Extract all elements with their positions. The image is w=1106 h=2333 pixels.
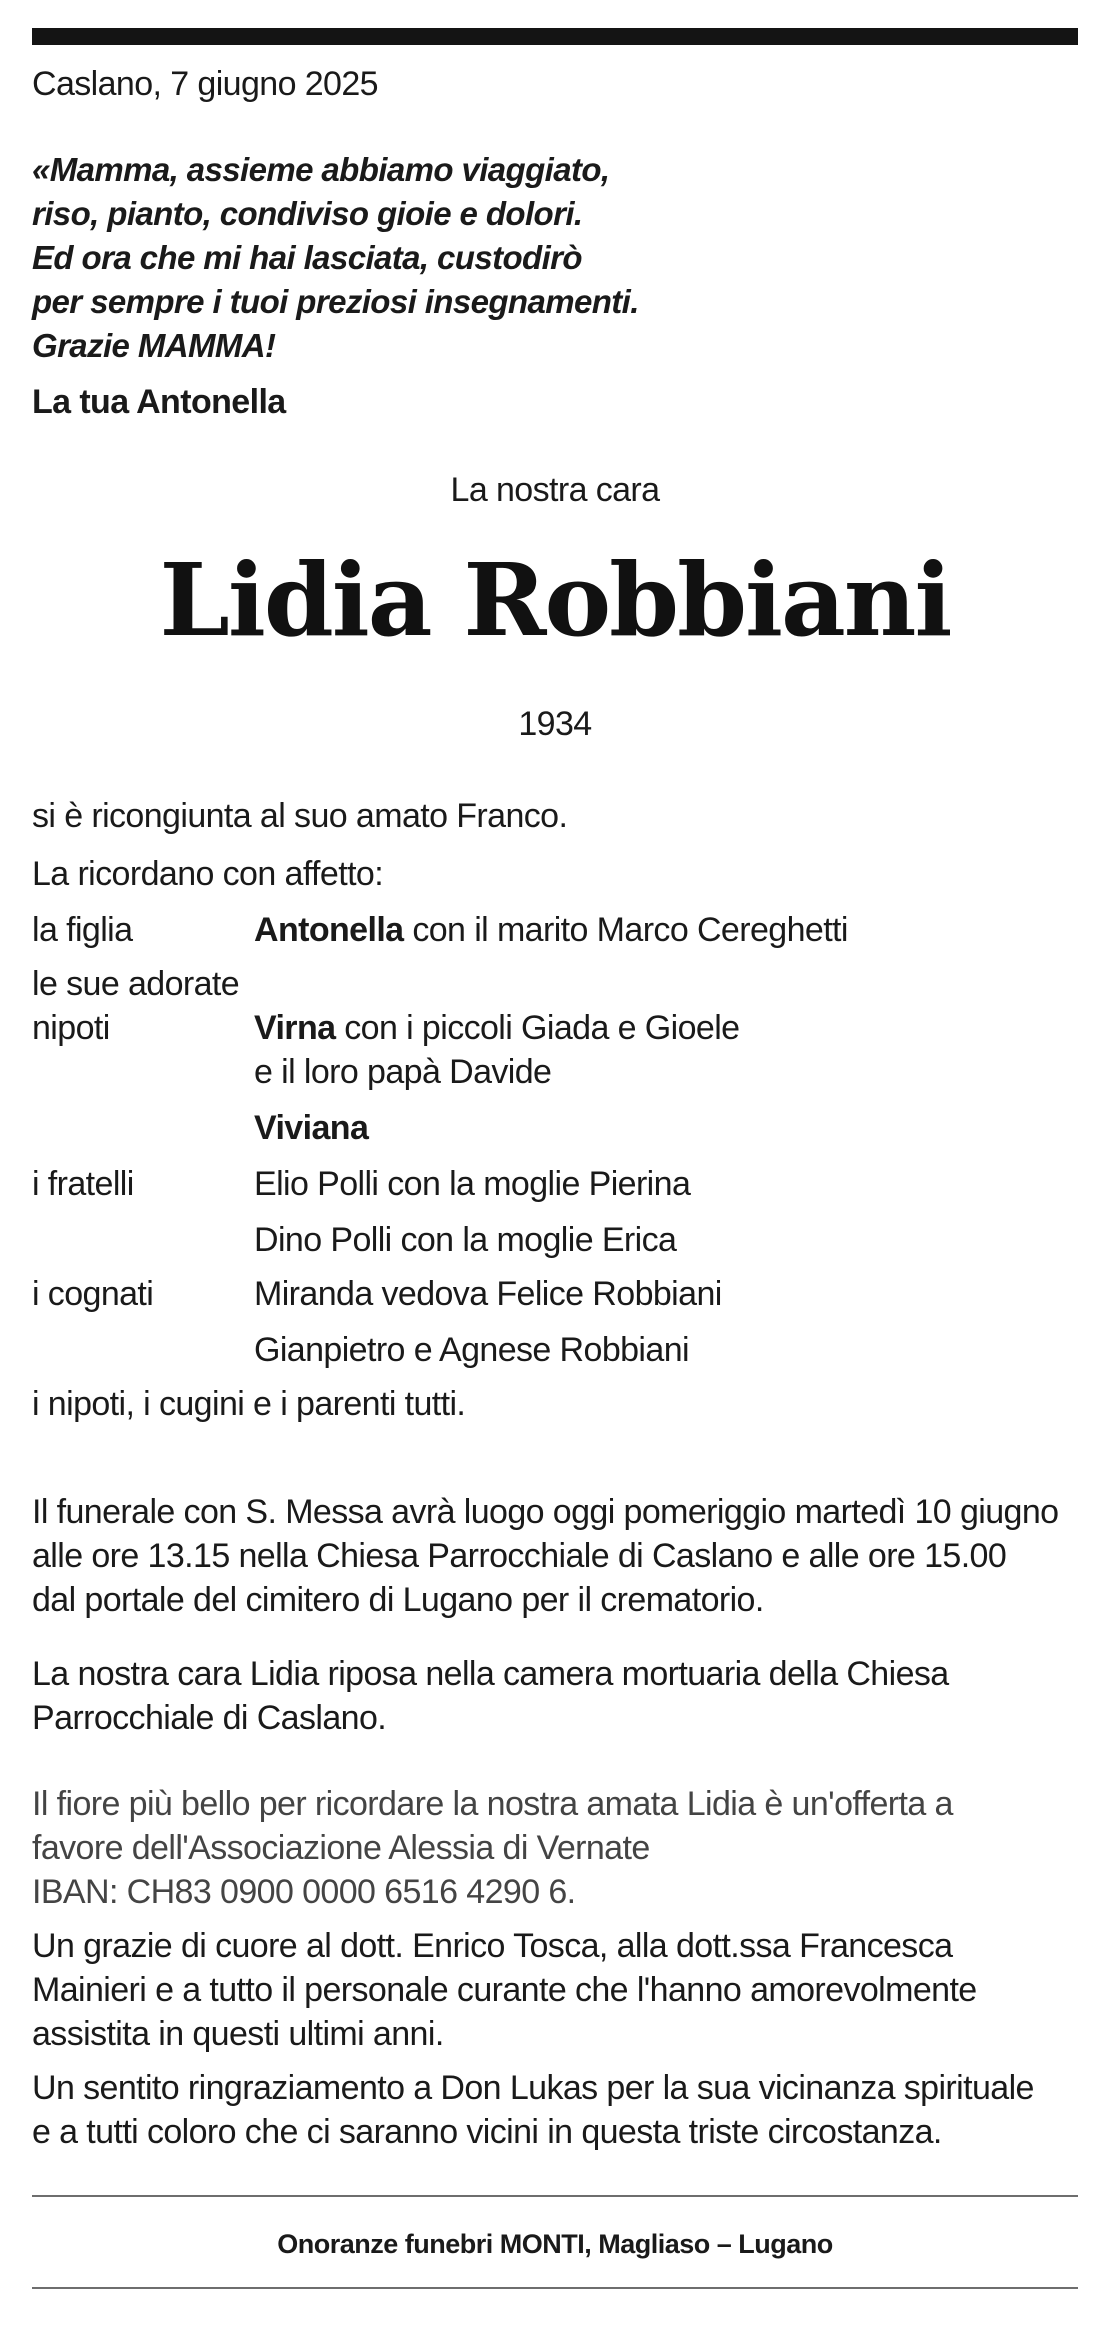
relative-detail: e il loro papà Davide <box>254 1053 552 1091</box>
dateline: Caslano, 7 giugno 2025 <box>32 65 378 103</box>
quote-line: riso, pianto, condiviso gioie e dolori. <box>32 195 583 232</box>
quote-signature: La tua Antonella <box>32 383 286 421</box>
relative-name: Viviana <box>254 1109 369 1147</box>
relative-name: Virna <box>254 1009 336 1047</box>
rest-line: Parrocchiale di Caslano. <box>32 1699 387 1737</box>
donation-line: IBAN: CH83 0900 0000 6516 4290 6. <box>32 1873 576 1911</box>
reunited-line: si è ricongiunta al suo amato Franco. <box>32 797 568 835</box>
footer-divider-bottom <box>32 2287 1078 2289</box>
rest-paragraph <box>32 1652 949 1740</box>
thanks-doctors-line: assistita in questi ultimi anni. <box>32 2015 444 2053</box>
quote-line: Ed ora che mi hai lasciata, custodirò <box>32 239 582 276</box>
quote-line: per sempre i tuoi preziosi insegnamenti. <box>32 283 639 320</box>
relative-detail: con i piccoli Giada e Gioele <box>335 1009 740 1047</box>
closing-relatives: i nipoti, i cugini e i parenti tutti. <box>32 1385 466 1423</box>
donation-line: favore dell'Associazione Alessia di Vernate <box>32 1829 650 1867</box>
thanks-doctors-paragraph <box>32 1924 977 2056</box>
relative-detail: con il marito Marco Cereghetti <box>403 911 848 949</box>
thanks-doctors-line: Mainieri e a tutto il personale curante che l'hanno amorevolmente <box>32 1971 977 2009</box>
deceased-name: Lidia Robbiani <box>159 541 951 659</box>
thanks-priest-line: Un sentito ringraziamento a Don Lukas per la sua vicinanza spirituale <box>32 2069 1034 2107</box>
funeral-line: Il funerale con S. Messa avrà luogo oggi pomeriggio martedì 10 giugno <box>32 1493 1059 1531</box>
relative-label: nipoti <box>32 1009 110 1047</box>
top-rule <box>32 28 1078 45</box>
relative-detail: Miranda vedova Felice Robbiani <box>254 1275 722 1313</box>
footer-divider-top <box>32 2195 1078 2197</box>
relative-label: i cognati <box>32 1275 154 1313</box>
thanks-priest-paragraph <box>32 2066 1034 2154</box>
rest-line: La nostra cara Lidia riposa nella camera mortuaria della Chiesa <box>32 1655 949 1693</box>
thanks-priest-line: e a tutti coloro che ci saranno vicini in questa triste circostanza. <box>32 2113 942 2151</box>
relative-detail: Dino Polli con la moglie Erica <box>254 1221 677 1259</box>
intro-line: La nostra cara <box>450 471 660 509</box>
quote-line: Grazie MAMMA! <box>32 327 276 364</box>
relative-label: le sue adorate <box>32 965 240 1003</box>
relative-detail: Gianpietro e Agnese Robbiani <box>254 1331 689 1369</box>
birth-year: 1934 <box>518 705 592 743</box>
relative-name: Antonella <box>254 911 404 949</box>
thanks-doctors-line: Un grazie di cuore al dott. Enrico Tosca, alla dott.ssa Francesca <box>32 1927 953 1965</box>
relative-label: i fratelli <box>32 1165 134 1203</box>
funeral-line: alle ore 13.15 nella Chiesa Parrocchiale di Caslano e alle ore 15.00 <box>32 1537 1007 1575</box>
quote-line: «Mamma, assieme abbiamo viaggiato, <box>32 151 610 188</box>
donation-line: Il fiore più bello per ricordare la nostra amata Lidia è un'offerta a <box>32 1785 953 1823</box>
funeral-home-credit: Onoranze funebri MONTI, Magliaso – Lugano <box>277 2229 833 2259</box>
donation-paragraph <box>32 1782 953 1914</box>
funeral-line: dal portale del cimitero di Lugano per il crematorio. <box>32 1581 764 1619</box>
relative-label: la figlia <box>32 911 133 949</box>
relative-detail: Elio Polli con la moglie Pierina <box>254 1165 691 1203</box>
funeral-paragraph <box>32 1490 1058 1622</box>
dedication-quote <box>32 148 639 368</box>
remembered-by: La ricordano con affetto: <box>32 855 384 893</box>
